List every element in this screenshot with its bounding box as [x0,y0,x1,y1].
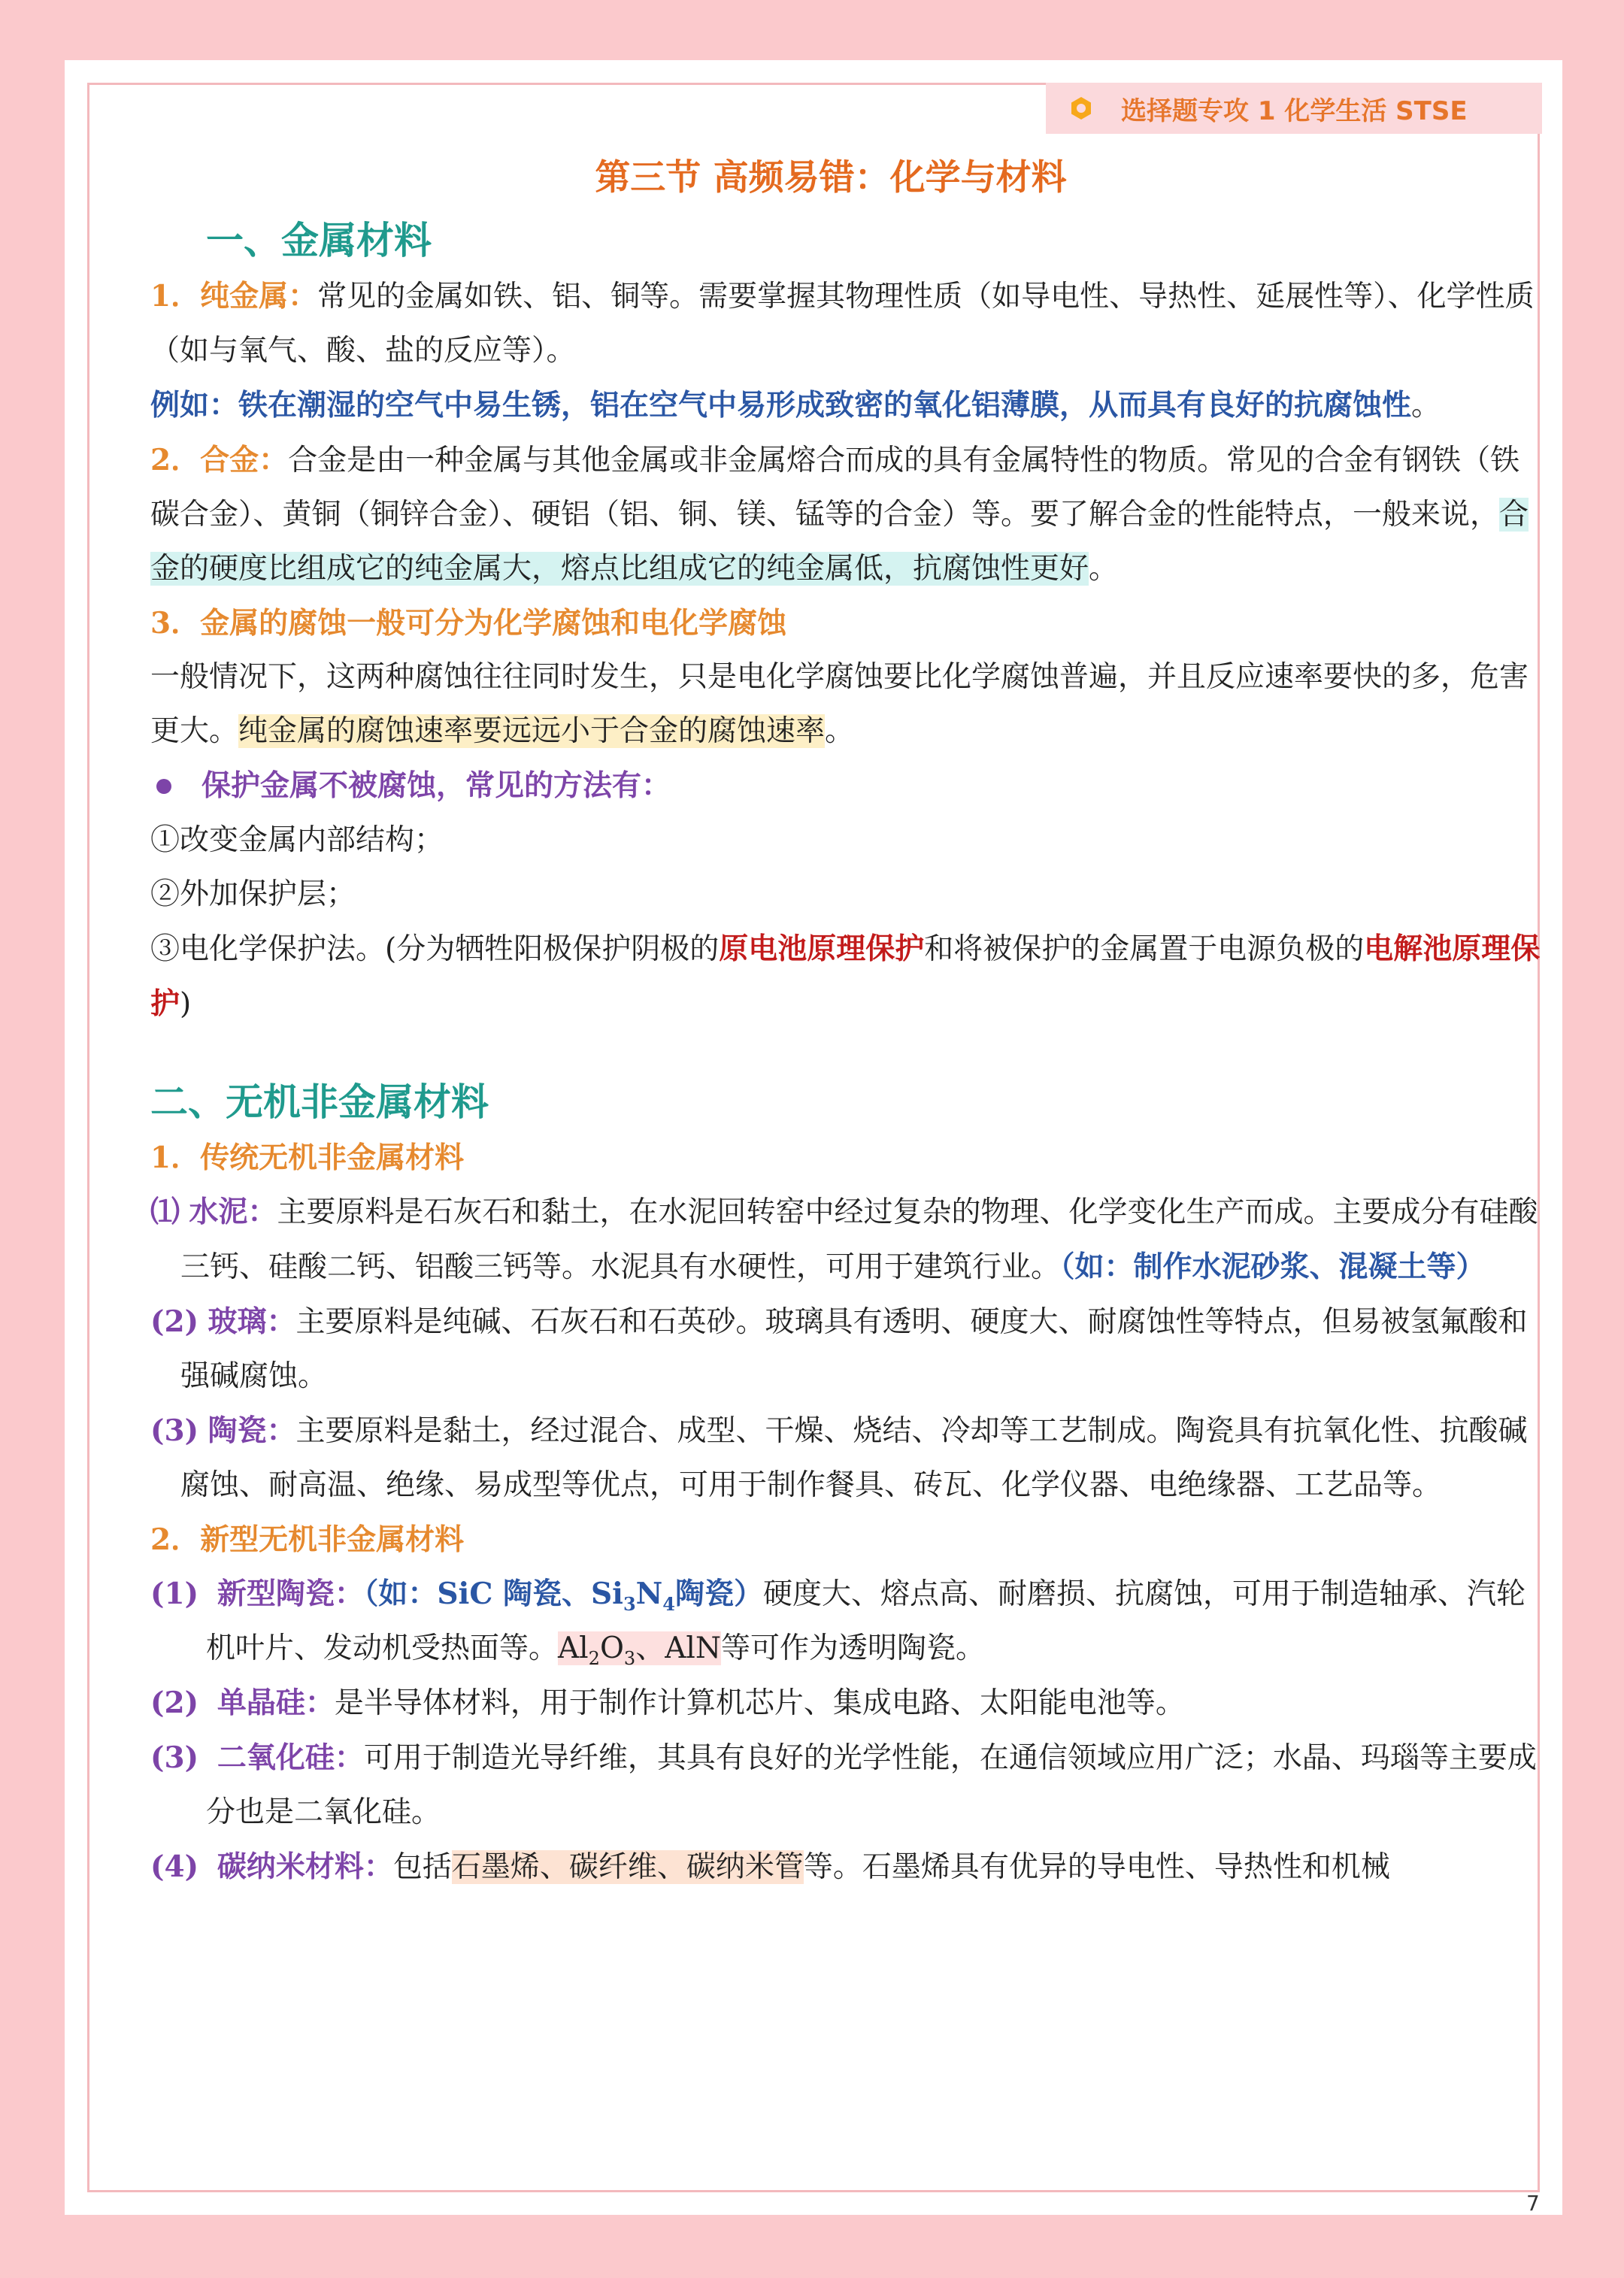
item-silicon-dioxide: (3) 二氧化硅：可用于制造光导纤维，其具有良好的光学性能，在通信领域应用广泛；水晶、玛瑙等主要成分也是二氧化硅。 [150,1740,1537,1829]
label-silicon: 单晶硅： [217,1686,335,1720]
section-heading-metal: 一、金属材料 [206,218,432,262]
bullet-protection-text: 保护金属不被腐蚀，常见的方法有： [201,768,671,803]
method-1: ①改变金属内部结构； [150,823,444,857]
example-cement: （如：制作水泥砂浆、混凝土等） [1060,1250,1486,1284]
content [150,150,1541,1895]
highlight-corrosion: 纯金属的腐蚀速率要远远小于合金的腐蚀速率 [238,714,826,748]
example-new-ceramic: （如：SiC 陶瓷、$Si_3N_4$陶瓷） [363,1577,764,1615]
section-heading-nonmetal: 二、无机非金属材料 [150,1080,489,1124]
item-cement: ⑴ 水泥：主要原料是石灰石和黏土，在水泥回转窑中经过复杂的物理、化学变化生产而成。主要成分有硅酸三钙、硅酸二钙、铝酸三钙等。水泥具有水硬性，可用于建筑行业。（如：制作水泥砂浆、混凝土等） [150,1195,1538,1284]
text-pure-metal: 常见的金属如铁、铝、铜等。需要掌握其物理性质（如导电性、导热性、延展性等）、化学性质（如与氧气、酸、盐的反应等）。 [150,280,1535,368]
highlight-carbon: 石墨烯、碳纤维、碳纳米管 [451,1850,804,1884]
bullet-icon [156,779,171,794]
header-tag-text: 选择题专攻 1 化学生活 STSE [1121,95,1468,126]
heading-new-materials: 2．新型无机非金属材料 [150,1522,465,1557]
method-3: ③电化学保护法。(分为牺牲阳极保护阴极的原电池原理保护和将被保护的金属置于电源负极的电解池原理保护) [150,931,1541,1021]
page-sheet [65,60,1562,2215]
label-cement: 水泥： [189,1195,277,1229]
text-corrosion: 一般情况下，这两种腐蚀往往同时发生，只是电化学腐蚀要比化学腐蚀普遍，并且反应速率要快的多，危害更大。 [150,660,1529,748]
heading-corrosion: 3．金属的腐蚀一般可分为化学腐蚀和电化学腐蚀 [150,606,787,641]
heading-traditional: 1．传统无机非金属材料 [150,1141,465,1175]
item-ceramic: (3) 陶瓷：主要原料是黏土，经过混合、成型、干燥、烧结、冷却等工艺制成。陶瓷具有抗氧化性、抗酸碱腐蚀、耐高温、绝缘、易成型等优点，可用于制作餐具、砖瓦、化学仪器、电绝缘器、工艺品等。 [150,1413,1528,1502]
label-silicon-dioxide: 二氧化硅： [217,1740,364,1775]
red-term-galvanic: 原电池原理保护 [719,931,925,966]
page-title: 第三节 高频易错：化学与材料 [595,157,1067,198]
item-glass: (2) 玻璃：主要原料是纯碱、石灰石和石英砂。玻璃具有透明、硬度大、耐腐蚀性等特点，但易被氢氟酸和强碱腐蚀。 [150,1304,1528,1393]
method-2: ②外加保护层； [150,877,356,911]
paragraph-example-metal: 例如：铁在潮湿的空气中易生锈，铝在空气中易形成致密的氧化铝薄膜，从而具有良好的抗腐蚀性。 [150,388,1441,423]
red-term-electrolytic: 电解池原理保护 [150,931,1541,1021]
paragraph-alloy: 2．合金：合金是由一种金属与其他金属或非金属熔合而成的具有金属特性的物质。常见的合金有钢铁（铁碳合金）、黄铜（铜锌合金）、硬铝（铝、铜、镁、锰等的合金）等。要了解合金的性能特点，一般来说，合金的硬度比组成它的纯金属大，熔点比组成它的纯金属低，抗腐蚀性更好。 [150,443,1529,586]
label-ceramic: 陶瓷： [208,1413,296,1448]
paragraph-pure-metal [150,269,1541,378]
bullet-protection [150,759,1541,813]
example-rust: 例如：铁在潮湿的空气中易生锈，铝在空气中易形成致密的氧化铝薄膜，从而具有良好的抗腐蚀性 [150,388,1412,423]
text-alloy: 合金是由一种金属与其他金属或非金属熔合而成的具有金属特性的物质。常见的合金有钢铁（铁碳合金）、黄铜（铜锌合金）、硬铝（铝、铜、镁、锰等的合金）等。要了解合金的性能特点，一般来说， [150,444,1520,532]
label-alloy: 2．合金： [150,443,289,477]
label-new-ceramic: 新型陶瓷： [217,1577,364,1611]
highlight-alloy: 合金的硬度比组成它的纯金属大，熔点比组成它的纯金属低，抗腐蚀性更好 [150,498,1529,586]
header-tag [1046,83,1542,134]
hexagon-icon [1068,95,1094,121]
item-monocrystalline-silicon: (2) 单晶硅：是半导体材料，用于制作计算机芯片、集成电路、太阳能电池等。 [150,1686,1185,1720]
item-carbon-nano: (4) 碳纳米材料：包括石墨烯、碳纤维、碳纳米管等。石墨烯具有优异的导电性、导热性和机械 [150,1849,1390,1884]
label-carbon-nano: 碳纳米材料： [217,1849,393,1884]
highlight-transparent-ceramic: $Al_2O_3$、AlN [558,1631,721,1669]
page-number: 7 [1526,2191,1540,2216]
label-glass: 玻璃： [208,1304,296,1339]
item-new-ceramic: (1) 新型陶瓷：（如：SiC 陶瓷、$Si_3N_4$陶瓷）硬度大、熔点高、耐磨损、抗腐蚀，可用于制造轴承、汽轮机叶片、发动机受热面等。$Al_2O_3$、AlN等可作为透明陶瓷。 [150,1577,1526,1669]
paragraph-corrosion: 一般情况下，这两种腐蚀往往同时发生，只是电化学腐蚀要比化学腐蚀普遍，并且反应速率要快的多，危害更大。纯金属的腐蚀速率要远远小于合金的腐蚀速率。 [150,660,1529,748]
label-pure-metal: 1．纯金属： [150,279,318,314]
